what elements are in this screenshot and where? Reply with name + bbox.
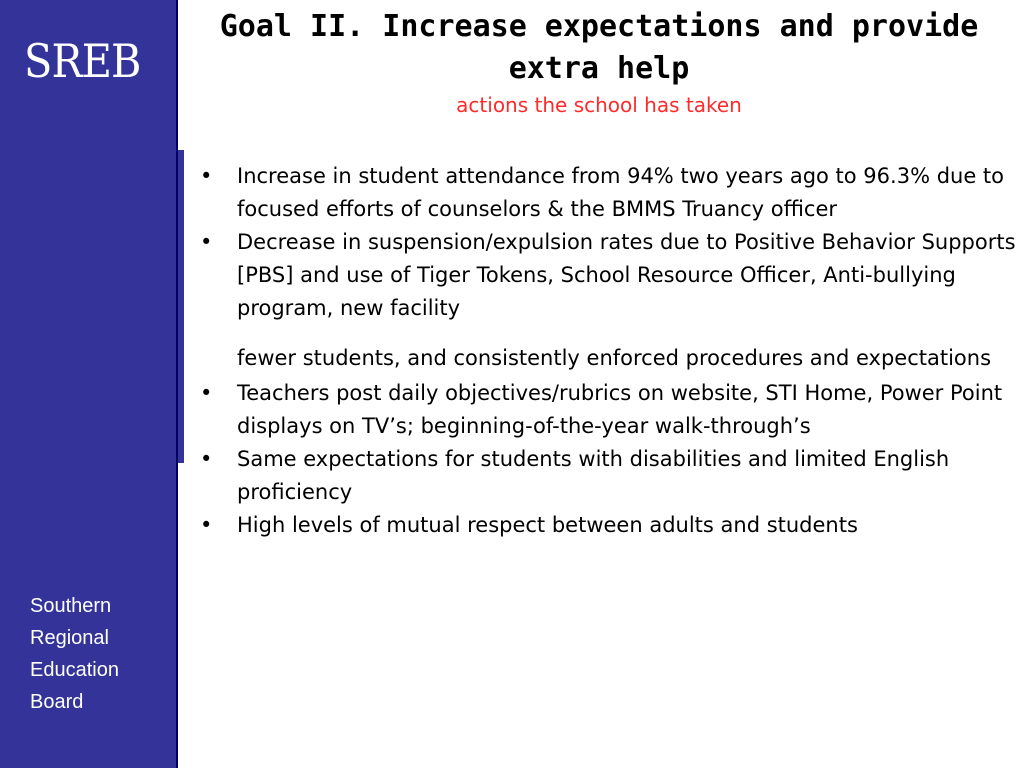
list-item-text: Increase in student attendance from 94% two years ago to 96.3% due to focused efforts of counselors & the BMMS Truancy officer [237,164,1005,221]
sreb-logo: SREB [24,34,141,88]
list-item-text: Same expectations for students with disabilities and limited English proficiency [237,447,950,504]
bullet-icon: • [200,164,213,188]
slide-title: Goal II. Increase expectations and provide extra help [219,9,979,86]
org-name-line: Regional [30,627,109,649]
bullet-icon: • [200,230,213,254]
bullet-icon: • [200,513,213,537]
list-item-text: High levels of mutual respect between adults and students [237,513,858,537]
list-item-continuation: fewer students, and consistently enforced procedures and expectations [237,346,992,370]
list-item [196,443,1016,509]
list-item [196,160,1016,226]
bullet-icon: • [200,447,213,471]
org-name-line: Education [30,659,119,681]
sidebar-notch [178,150,184,463]
bullet-icon: • [200,381,213,405]
list-item-text: Teachers post daily objectives/rubrics on website, STI Home, Power Point displays on TV’s; beginning-of-the-year walk-through’s [237,381,1003,438]
organization-name [30,590,119,718]
slide-header [184,6,1014,120]
bullet-list [196,160,1016,542]
list-item [196,509,1016,542]
slide-subtitle: actions the school has taken [456,93,742,117]
list-item [196,226,1016,377]
list-item [196,377,1016,443]
list-item-text: Decrease in suspension/expulsion rates due to Positive Behavior Supports [PBS] and use of Tiger Tokens, School Resource Officer, Anti-bullying program, new facility [237,230,1016,320]
sidebar [0,0,178,768]
org-name-line: Southern [30,595,112,617]
org-name-line: Board [30,691,84,713]
